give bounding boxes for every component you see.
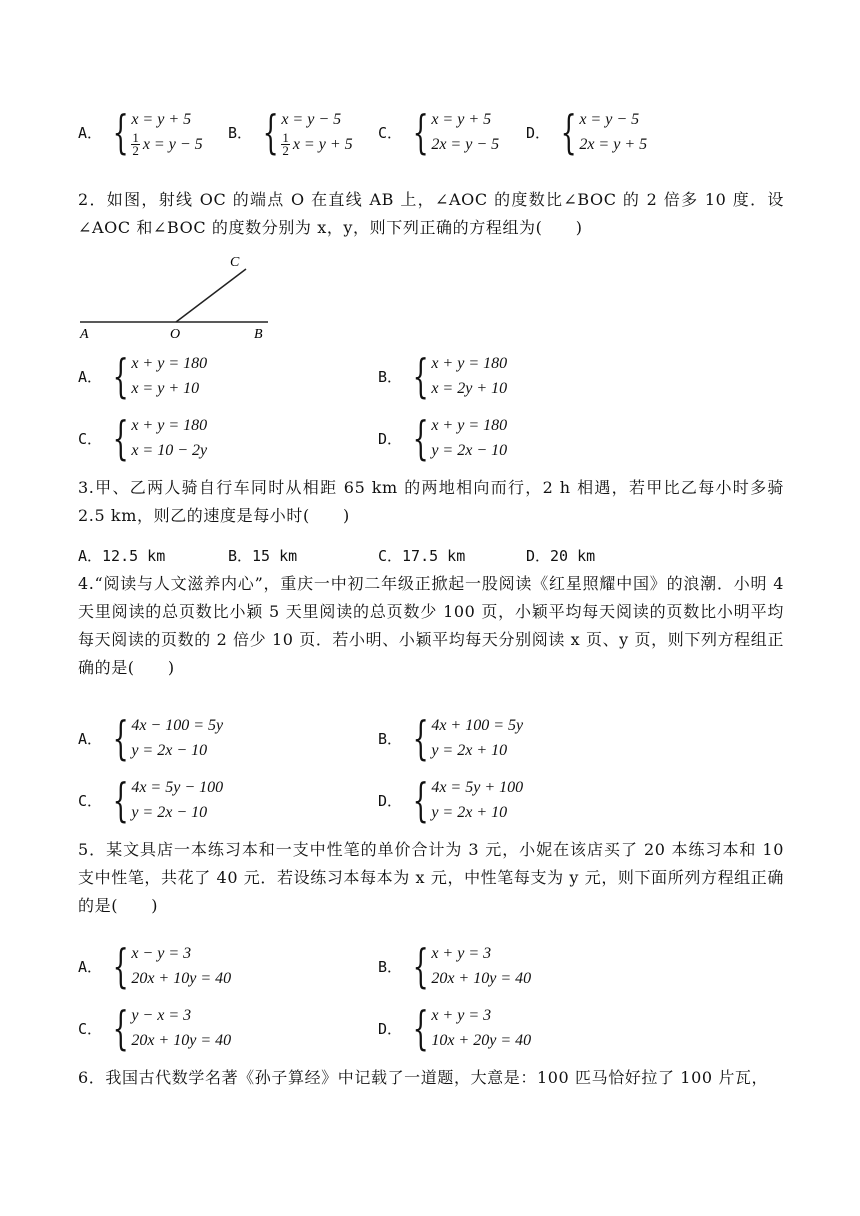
q5-option-d[interactable]: [378, 1000, 531, 1056]
option-letter: C．: [78, 791, 103, 810]
equation: 4x + 100 = 5y: [431, 717, 524, 734]
equation: x + y = 180: [131, 417, 208, 434]
q3-option-b[interactable]: B．15 km: [228, 547, 298, 565]
question-text: 4.“阅读与人文滋养内心”，重庆一中初二年级正掀起一股阅读《红星照耀中国》的浪潮．小明 4 天里阅读的总页数比小颖 5 天里阅读的总页数少 100 页，小颖平均每天阅读的页数比小明平均每天阅读的页数的 2 倍少 10 页．若小明、小颖平均每天分别阅读 x 页、y 页，则下列方程组正确的是( ): [78, 574, 784, 677]
equation: x + y = 3: [431, 945, 492, 962]
left-brace: {: [262, 104, 279, 159]
q2-option-a[interactable]: [78, 348, 207, 404]
fraction: $\frac{1}{2}$: [132, 130, 139, 159]
question-4: [78, 570, 784, 682]
q3-option-d[interactable]: D．20 km: [526, 547, 596, 565]
equation: y = 2x − 10: [131, 742, 208, 759]
left-brace: {: [412, 711, 429, 765]
left-brace: {: [412, 411, 429, 465]
question-5: [78, 836, 784, 920]
q1-option-a[interactable]: [78, 104, 203, 160]
option-letter: A．: [78, 123, 103, 142]
equation: x + y = 3: [431, 1007, 492, 1024]
question-text: 6．我国古代数学名著《孙子算经》中记载了一道题，大意是：100 匹马恰好拉了 100 片瓦，: [78, 1068, 769, 1087]
equation: 4x − 100 = 5y: [131, 717, 224, 734]
equation: 10x + 20y = 40: [431, 1032, 532, 1049]
option-letter: D．: [378, 429, 403, 448]
fraction: $\frac{1}{2}$: [282, 130, 289, 159]
q5-options-row-2: [78, 1000, 784, 1056]
equation: $\frac{1}{2}$ x = y − 5: [132, 130, 203, 159]
q2-options-row-2: [78, 410, 784, 466]
q1-option-b[interactable]: [228, 104, 353, 160]
q2-option-b[interactable]: [378, 348, 507, 404]
ray-oc: [176, 269, 246, 322]
left-brace: {: [112, 773, 129, 827]
equation: x = y + 5: [431, 111, 492, 128]
q4-option-d[interactable]: [378, 772, 523, 828]
equation: 4x = 5y − 100: [131, 779, 224, 796]
q4-options-row-1: [78, 710, 784, 766]
equation: x = y + 5: [131, 110, 192, 128]
option-letter: D．: [378, 1019, 403, 1038]
left-brace: {: [412, 349, 429, 403]
option-letter: B．: [378, 957, 403, 976]
option-letter: B．: [228, 123, 253, 142]
q5-options-row-1: [78, 938, 784, 994]
q5-option-b[interactable]: [378, 938, 531, 994]
left-brace: {: [112, 411, 129, 465]
q3-options: [78, 542, 784, 570]
q4-option-b[interactable]: [378, 710, 523, 766]
label-o: O: [170, 327, 181, 340]
equation: y = 2x + 10: [431, 804, 508, 821]
option-letter: D．: [378, 791, 403, 810]
q4-option-a[interactable]: [78, 710, 223, 766]
equation: y = 2x − 10: [431, 442, 508, 459]
left-brace: {: [112, 939, 129, 993]
left-brace: {: [560, 105, 577, 159]
equation: 4x = 5y + 100: [431, 779, 524, 796]
equation: 20x + 10y = 40: [431, 970, 532, 987]
equation: y = 2x − 10: [131, 804, 208, 821]
equation: 2x = y − 5: [431, 136, 500, 153]
q2-figure-ray-diagram: [78, 254, 278, 340]
equation: x = y + 10: [131, 380, 200, 397]
q1-option-d[interactable]: [526, 104, 647, 160]
q1-option-c[interactable]: [378, 104, 499, 160]
left-brace: {: [112, 349, 129, 403]
option-letter: D．: [526, 123, 551, 142]
equation: 20x + 10y = 40: [131, 970, 232, 987]
equation: x + y = 180: [431, 355, 508, 372]
option-letter: A．: [78, 729, 103, 748]
q2-options-row-1: [78, 348, 784, 404]
label-b: B: [254, 327, 263, 340]
equation: x = y − 5: [579, 111, 640, 128]
option-letter: C．: [378, 123, 403, 142]
option-letter: A．: [78, 957, 103, 976]
equation: y = 2x + 10: [431, 742, 508, 759]
question-text: 5．某文具店一本练习本和一支中性笔的单价合计为 3 元，小妮在该店买了 20 本练习本和 10 支中性笔，共花了 40 元．若设练习本每本为 x 元，中性笔每支为 y 元，则下面所列方程组正确的是( ): [78, 840, 784, 915]
equation: x + y = 180: [131, 355, 208, 372]
left-brace: {: [412, 939, 429, 993]
left-brace: {: [112, 711, 129, 765]
equation: x = 10 − 2y: [131, 442, 208, 459]
question-2: [78, 186, 784, 242]
left-brace: {: [112, 104, 129, 159]
left-brace: {: [112, 1001, 129, 1055]
q2-option-c[interactable]: [78, 410, 207, 466]
left-brace: {: [412, 1001, 429, 1055]
label-c: C: [230, 255, 240, 270]
equation: $\frac{1}{2}$ x = y + 5: [282, 130, 353, 159]
option-letter: C．: [78, 1019, 103, 1038]
label-a: A: [80, 327, 89, 340]
option-letter: B．: [378, 729, 403, 748]
equation: x = 2y + 10: [431, 380, 508, 397]
option-letter: A．: [78, 367, 103, 386]
q5-option-a[interactable]: [78, 938, 231, 994]
question-6: [78, 1064, 784, 1092]
option-letter: B．: [378, 367, 403, 386]
equation: x − y = 3: [131, 945, 192, 962]
left-brace: {: [412, 773, 429, 827]
question-3: [78, 474, 784, 530]
q5-option-c[interactable]: [78, 1000, 231, 1056]
equation: 2x = y + 5: [579, 136, 648, 153]
question-text: 2．如图，射线 OC 的端点 O 在直线 AB 上，∠AOC 的度数比∠BOC 的 2 倍多 10 度．设∠AOC 和∠BOC 的度数分别为 x，y，则下列正确的方程组为( ): [78, 190, 784, 237]
option-letter: C．: [78, 429, 103, 448]
equation: x + y = 180: [431, 417, 508, 434]
q2-option-d[interactable]: [378, 410, 507, 466]
equation: y − x = 3: [131, 1007, 192, 1024]
q4-options-row-2: [78, 772, 784, 828]
equation: x = y − 5: [281, 110, 342, 128]
q4-option-c[interactable]: [78, 772, 223, 828]
left-brace: {: [412, 105, 429, 159]
question-text: 3.甲、乙两人骑自行车同时从相距 65 km 的两地相向而行，2 h 相遇，若甲比乙每小时多骑 2.5 km，则乙的速度是每小时( ): [78, 478, 784, 525]
q3-option-c[interactable]: C．17.5 km: [378, 547, 466, 565]
q3-option-a[interactable]: A．12.5 km: [78, 547, 166, 565]
q1-options: [78, 104, 784, 160]
equation: 20x + 10y = 40: [131, 1032, 232, 1049]
